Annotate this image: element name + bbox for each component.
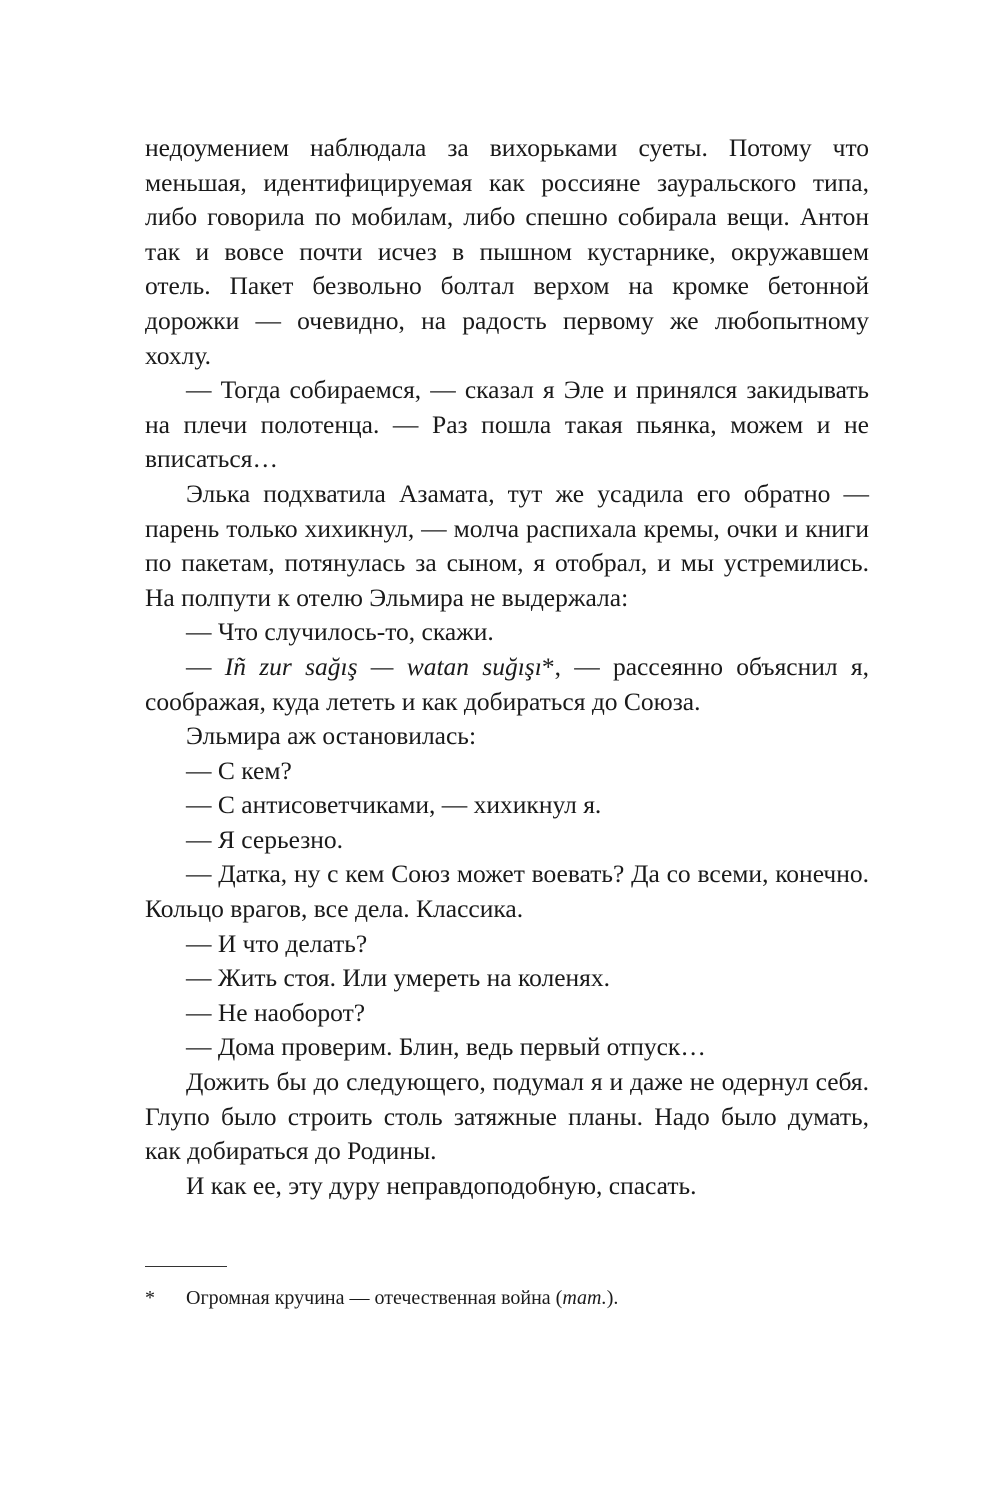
foreign-phrase: Iñ zur sağış — watan suğışı [224, 651, 542, 681]
dialogue-dash: — [186, 651, 225, 681]
paragraph-dialogue: — И что делать? [186, 928, 368, 958]
paragraph-narration: Эльмира аж остановилась: [186, 721, 477, 751]
paragraph-dialogue: — С кем? [186, 755, 292, 785]
footnote-reference: * [541, 651, 555, 681]
footnote-divider [145, 1266, 227, 1267]
paragraph-dialogue-foreign [145, 650, 869, 719]
footnote-text: Огромная кручина — отечественная война ( [186, 1287, 563, 1309]
paragraph-dialogue: — Что случилось-то, скажи. [186, 617, 494, 647]
footnote [145, 1284, 869, 1312]
footnote-mark: * [145, 1287, 155, 1309]
paragraph-dialogue: — Датка, ну с кем Союз может воевать? Да со всеми, конечно. Кольцо врагов, все дела. Классика. [145, 859, 869, 924]
paragraph-dialogue: — Жить стоя. Или умереть на коленях. [186, 963, 611, 993]
footnote-lang: тат. [562, 1287, 607, 1309]
paragraph-dialogue: — Не наоборот? [186, 997, 366, 1027]
paragraph-narration: Элька подхватила Азамата, тут же усадила его обратно — парень только хихикнул, — молча распихала кремы, очки и книги по пакетам, потянулась за сыном, я отобрал, и мы устремились. На полпути к отелю Эльмира не выдержала: [145, 478, 869, 612]
main-text [145, 131, 869, 1203]
paragraph-dialogue: — С антисоветчиками, — хихикнул я. [186, 790, 602, 820]
paragraph-dialogue: — Дома проверим. Блин, ведь первый отпуск… [186, 1032, 706, 1062]
paragraph-dialogue: — Я серьезно. [186, 824, 344, 854]
paragraph-narration: И как ее, эту дуру неправдоподобную, спасать. [186, 1170, 697, 1200]
paragraph-narration: Дожить бы до следующего, подумал я и даже не одернул себя. Глупо было строить столь затяжные планы. Надо было думать, как добираться до Родины. [145, 1067, 869, 1166]
paragraph-dialogue: — Тогда собираемся, — сказал я Эле и принялся закидывать на плечи полотенца. — Раз пошла такая пьянка, можем и не вписаться… [145, 375, 869, 474]
dialogue-rest: , — рассеянно объяснил я, соображая, куда лететь и как добираться до Союза. [145, 651, 869, 716]
footnote-text-end: ). [606, 1287, 619, 1309]
paragraph-continued: недоумением наблюдала за вихорьками суеты. Потому что меньшая, идентифицируемая как россияне зауральского типа, либо говорила по мобилам, либо спешно собирала вещи. Антон так и вовсе почти исчез в пышном кустарнике, окружавшем отель. Пакет безвольно болтал верхом на кромке бетонной дорожки — очевидно, на радость первому же любопытному хохлу. [145, 133, 869, 370]
